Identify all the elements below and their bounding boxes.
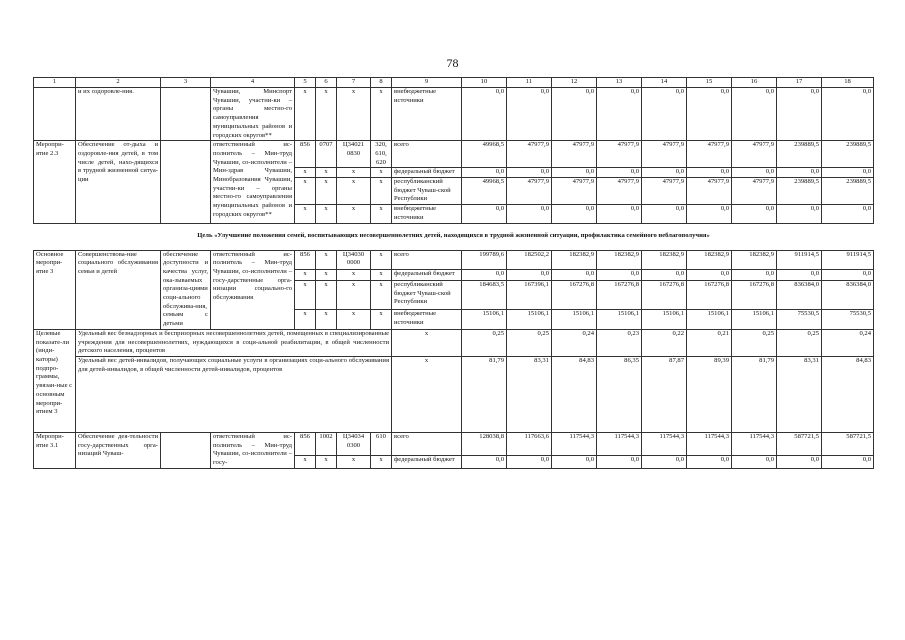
activity-id-cell: Основное меропри-ятие 3 xyxy=(34,250,76,329)
header-cell: 11 xyxy=(507,78,552,88)
table-cell: x xyxy=(316,280,337,309)
table-cell: 182382,9 xyxy=(732,250,777,270)
header-cell: 10 xyxy=(462,78,507,88)
table-cell xyxy=(161,88,211,141)
table-cell: 0,0 xyxy=(597,168,642,178)
table-cell: 84,83 xyxy=(552,356,597,432)
table-cell: 167276,8 xyxy=(687,280,732,309)
table-cell: x xyxy=(295,310,316,330)
table-cell: 0,0 xyxy=(687,456,732,468)
table-cell: Ц34034 0300 xyxy=(337,432,371,455)
table-cell xyxy=(34,88,76,141)
table-cell: 15106,1 xyxy=(642,310,687,330)
table-cell: 0,0 xyxy=(822,205,874,223)
activity-cell: Обеспечение от-дыха и оздоровле-ния детей, в том числе детей, нахо-дящихся в трудной жизненной ситуа-ции xyxy=(76,141,161,223)
table-cell: x xyxy=(337,270,371,280)
table-cell: 0,0 xyxy=(687,88,732,141)
funding-source: всего xyxy=(392,250,462,270)
table-cell: 117663,6 xyxy=(507,432,552,455)
table-cell: 836384,0 xyxy=(777,280,822,309)
table-cell: 0,0 xyxy=(552,205,597,223)
table-cell: 0,25 xyxy=(732,329,777,356)
table-cell: x xyxy=(337,205,371,223)
table-cell: x xyxy=(337,310,371,330)
header-cell: 18 xyxy=(822,78,874,88)
activity-cell: Обеспечение дея-тельности госу-дарственных орга-низаций Чуваш- xyxy=(76,432,161,468)
table-cell: x xyxy=(295,280,316,309)
table-cell: 0,0 xyxy=(462,270,507,280)
funding-source: республиканский бюджет Чуваш-ской Республики xyxy=(392,280,462,309)
table-row xyxy=(34,141,874,168)
table-cell: 47977,9 xyxy=(642,178,687,205)
table-cell: 0,0 xyxy=(777,456,822,468)
program-budget-table xyxy=(33,77,874,469)
table-cell: x xyxy=(392,329,462,356)
indicator-text: Удельный вес детей-инвалидов, получающих социальные услуги в организациях соци-ального обслуживания для детей-инвалидов, в общей численности детей-инвалидов, процентов xyxy=(76,356,392,432)
header-cell: 6 xyxy=(316,78,337,88)
table-cell: 15106,1 xyxy=(552,310,597,330)
goal-heading: Цель «Улучшение положения семей, воспитывающих несовершеннолетних детей, находящихся в трудной жизненной ситуации, профилактика семейного неблагополучия» xyxy=(197,232,710,240)
table-cell: x xyxy=(295,168,316,178)
table-cell: 0,0 xyxy=(597,205,642,223)
table-cell: x xyxy=(295,178,316,205)
table-cell: 0,0 xyxy=(507,456,552,468)
table-cell: 0,0 xyxy=(822,88,874,141)
funding-source: федеральный бюджет xyxy=(392,270,462,280)
table-cell: Ц34021 0830 xyxy=(337,141,371,168)
table-cell: x xyxy=(316,310,337,330)
table-cell: x xyxy=(337,168,371,178)
table-cell: 911914,5 xyxy=(822,250,874,270)
table-cell: x xyxy=(371,205,392,223)
table-cell: 15106,1 xyxy=(687,310,732,330)
table-cell: 87,87 xyxy=(642,356,687,432)
table-cell: x xyxy=(295,205,316,223)
table-cell: 836384,0 xyxy=(822,280,874,309)
table-cell: 610 xyxy=(371,432,392,455)
header-cell: 15 xyxy=(687,78,732,88)
table-cell: 167276,8 xyxy=(642,280,687,309)
table-cell: 81,79 xyxy=(462,356,507,432)
table-cell: x xyxy=(316,178,337,205)
table-cell: Ц34030 0000 xyxy=(337,250,371,270)
table-cell: 0,0 xyxy=(462,456,507,468)
table-cell: 0,0 xyxy=(507,168,552,178)
table-cell: 182382,9 xyxy=(597,250,642,270)
table-cell: 0,24 xyxy=(822,329,874,356)
table-cell: 856 xyxy=(295,141,316,168)
table-cell: 0,0 xyxy=(552,456,597,468)
table-cell: 0,22 xyxy=(642,329,687,356)
table-cell: x xyxy=(295,456,316,468)
header-cell: 17 xyxy=(777,78,822,88)
table-cell: 1002 xyxy=(316,432,337,455)
funding-source: всего xyxy=(392,141,462,168)
table-cell: 856 xyxy=(295,250,316,270)
table-cell: 0,0 xyxy=(507,88,552,141)
table-cell: 167276,8 xyxy=(552,280,597,309)
table-cell: 0,0 xyxy=(777,168,822,178)
table-cell: 47977,9 xyxy=(507,178,552,205)
table-cell: 47977,9 xyxy=(687,178,732,205)
table-cell: 0,0 xyxy=(507,270,552,280)
table-cell: 0,0 xyxy=(642,88,687,141)
table-cell: 0,0 xyxy=(777,205,822,223)
table-cell: 0,0 xyxy=(597,88,642,141)
table-cell: x xyxy=(316,88,337,141)
table-cell: x xyxy=(371,280,392,309)
table-row xyxy=(34,356,874,432)
table-cell: 911914,5 xyxy=(777,250,822,270)
table-cell: 81,79 xyxy=(732,356,777,432)
table-cell: 47977,9 xyxy=(687,141,732,168)
header-cell: 8 xyxy=(371,78,392,88)
table-cell: 0,0 xyxy=(822,168,874,178)
table-cell: 49968,5 xyxy=(462,178,507,205)
table-cell: 86,35 xyxy=(597,356,642,432)
table-cell: x xyxy=(392,356,462,432)
activity-id-cell: Меропри-ятие 2.3 xyxy=(34,141,76,223)
header-cell: 5 xyxy=(295,78,316,88)
table-cell: 117544,3 xyxy=(597,432,642,455)
table-cell: 128038,8 xyxy=(462,432,507,455)
table-cell: 0,0 xyxy=(732,205,777,223)
responsible-cell: Чувашии, Минспорт Чувашии, участни-ки – органы местно-го самоуправления муниципальных районов и городских округов** xyxy=(211,88,295,141)
table-cell: 0,0 xyxy=(822,270,874,280)
table-cell: 239889,5 xyxy=(777,141,822,168)
funding-source: всего xyxy=(392,432,462,455)
table-cell: 0,24 xyxy=(552,329,597,356)
table-row xyxy=(34,88,874,141)
funding-source: республиканский бюджет Чуваш-ской Республики xyxy=(392,178,462,205)
header-cell: 12 xyxy=(552,78,597,88)
table-cell: 182502,2 xyxy=(507,250,552,270)
table-cell: x xyxy=(371,270,392,280)
table-cell: 47977,9 xyxy=(732,178,777,205)
table-cell: 182382,9 xyxy=(687,250,732,270)
table-cell: 587721,5 xyxy=(822,432,874,455)
table-cell: x xyxy=(337,88,371,141)
table-cell: x xyxy=(316,168,337,178)
table-cell: x xyxy=(371,168,392,178)
table-cell: 15106,1 xyxy=(597,310,642,330)
table-cell: x xyxy=(371,250,392,270)
table-cell: x xyxy=(316,456,337,468)
table-cell: x xyxy=(316,270,337,280)
table-cell: 117544,3 xyxy=(642,432,687,455)
table-cell: x xyxy=(295,270,316,280)
table-cell: 0,0 xyxy=(642,205,687,223)
table-cell: 15106,1 xyxy=(507,310,552,330)
table-cell: 239889,5 xyxy=(822,141,874,168)
table-cell: 0,0 xyxy=(687,270,732,280)
table-cell: 0,23 xyxy=(597,329,642,356)
table-cell: 182382,9 xyxy=(642,250,687,270)
table-cell: 0,0 xyxy=(777,270,822,280)
table-cell: 320, 610, 620 xyxy=(371,141,392,168)
goal-row xyxy=(34,223,874,244)
table-cell: 0,0 xyxy=(642,168,687,178)
funding-source: внебюджетные источники xyxy=(392,88,462,141)
table-cell: x xyxy=(337,280,371,309)
table-cell: 0,0 xyxy=(507,205,552,223)
table-cell: 0,0 xyxy=(552,88,597,141)
table-cell: 0,0 xyxy=(822,456,874,468)
table-cell: 84,83 xyxy=(822,356,874,432)
table-cell: 0,0 xyxy=(777,88,822,141)
table-cell: 47977,9 xyxy=(597,178,642,205)
table-cell: 0,0 xyxy=(732,88,777,141)
table-cell: 0,0 xyxy=(462,88,507,141)
header-cell: 1 xyxy=(34,78,76,88)
table-cell: 89,39 xyxy=(687,356,732,432)
table-cell: 0,0 xyxy=(642,456,687,468)
table-cell: 15106,1 xyxy=(732,310,777,330)
activity-cell: Совершенствова-ние социального обслуживания семьи и детей xyxy=(76,250,161,329)
table-cell: 47977,9 xyxy=(507,141,552,168)
table-cell: 47977,9 xyxy=(732,141,777,168)
table-cell: 184683,5 xyxy=(462,280,507,309)
table-row xyxy=(34,329,874,356)
table-cell: 83,31 xyxy=(777,356,822,432)
table-cell: 167276,8 xyxy=(732,280,777,309)
table-row xyxy=(34,250,874,270)
table-cell: 0,0 xyxy=(687,205,732,223)
table-cell: 587721,5 xyxy=(777,432,822,455)
header-row xyxy=(34,78,874,88)
activity-id-cell: Меропри-ятие 3.1 xyxy=(34,432,76,468)
header-cell: 4 xyxy=(211,78,295,88)
header-cell: 9 xyxy=(392,78,462,88)
table-cell: x xyxy=(295,88,316,141)
page-number: 78 xyxy=(446,56,459,70)
table-cell: 0,0 xyxy=(462,205,507,223)
table-cell: x xyxy=(371,88,392,141)
responsible-cell: ответственный ис-полнитель – Мин-труд Чувашии, со-исполнители – госу-дарственные орга-низации социально-го обслуживания xyxy=(211,250,295,329)
table-cell: 0,0 xyxy=(597,270,642,280)
header-cell: 7 xyxy=(337,78,371,88)
header-cell: 14 xyxy=(642,78,687,88)
header-cell: 2 xyxy=(76,78,161,88)
table-cell: 117544,3 xyxy=(687,432,732,455)
table-cell: 0,0 xyxy=(732,270,777,280)
table-cell: 239889,5 xyxy=(777,178,822,205)
table-cell: x xyxy=(337,456,371,468)
funding-source: федеральный бюджет xyxy=(392,456,462,468)
table-cell: x xyxy=(316,205,337,223)
table-cell: x xyxy=(316,250,337,270)
targets-label-cell: Целевые показате-ли (инди-каторы) подпро-граммы, увязан-ные с основным меропри-ятием 3 xyxy=(34,329,76,432)
table-cell: 75530,5 xyxy=(822,310,874,330)
table-cell: 0,0 xyxy=(732,456,777,468)
table-cell: 0707 xyxy=(316,141,337,168)
indicator-text: Удельный вес безнадзорных и беспризорных несовершеннолетних детей, помещенных в специализированные учреждения для несовершеннолетних, нуждающихся в соци-альной реабилитации, в общей численности детского населения, процентов xyxy=(76,329,392,356)
table-cell: 75530,5 xyxy=(777,310,822,330)
table-cell: 0,0 xyxy=(552,168,597,178)
table-cell xyxy=(161,432,211,468)
table-cell: 49968,5 xyxy=(462,141,507,168)
table-cell: 0,0 xyxy=(642,270,687,280)
table-cell xyxy=(161,141,211,223)
table-cell: 47977,9 xyxy=(552,178,597,205)
table-cell: 0,0 xyxy=(552,270,597,280)
table-cell: 0,25 xyxy=(777,329,822,356)
table-cell: 0,25 xyxy=(507,329,552,356)
table-cell: 47977,9 xyxy=(552,141,597,168)
funding-source: федеральный бюджет xyxy=(392,168,462,178)
activity-cell: и их оздоровле-ния. xyxy=(76,88,161,141)
table-cell: 856 xyxy=(295,432,316,455)
funding-source: внебюджетные источники xyxy=(392,205,462,223)
table-cell: 199789,6 xyxy=(462,250,507,270)
table-cell: x xyxy=(371,178,392,205)
table-cell: 239889,5 xyxy=(822,178,874,205)
responsible-cell: ответственный ис-полнитель – Мин-труд Чувашии, со-исполнители – госу- xyxy=(211,432,295,468)
table-cell: x xyxy=(371,456,392,468)
table-cell: 15106,1 xyxy=(462,310,507,330)
expected-result-cell: обеспечение доступности и качества услуг, ока-зываемых организа-циями соци-ального обслужива-ния, семьям с детьми xyxy=(161,250,211,329)
header-cell: 3 xyxy=(161,78,211,88)
table-cell: 117544,3 xyxy=(732,432,777,455)
table-cell: 0,0 xyxy=(732,168,777,178)
table-cell: 0,21 xyxy=(687,329,732,356)
table-cell: 117544,3 xyxy=(552,432,597,455)
responsible-cell: ответственный ис-полнитель – Мин-труд Чувашии, со-исполнители – Мин-здрав Чувашии, Минобразования Чувашии, участни-ки – органы местно-го самоуправления муниципальных районов и городских округов** xyxy=(211,141,295,223)
header-cell: 16 xyxy=(732,78,777,88)
table-cell: 167396,1 xyxy=(507,280,552,309)
table-cell: 182382,9 xyxy=(552,250,597,270)
table-cell: 83,31 xyxy=(507,356,552,432)
table-cell: 47977,9 xyxy=(597,141,642,168)
table-cell: 0,0 xyxy=(462,168,507,178)
table-cell: 0,0 xyxy=(687,168,732,178)
header-cell: 13 xyxy=(597,78,642,88)
table-cell: 47977,9 xyxy=(642,141,687,168)
table-cell: 0,0 xyxy=(597,456,642,468)
table-cell: x xyxy=(337,178,371,205)
table-cell: 167276,8 xyxy=(597,280,642,309)
table-cell: x xyxy=(371,310,392,330)
table-cell: 0,25 xyxy=(462,329,507,356)
funding-source: внебюджетные источники xyxy=(392,310,462,330)
table-row xyxy=(34,432,874,455)
